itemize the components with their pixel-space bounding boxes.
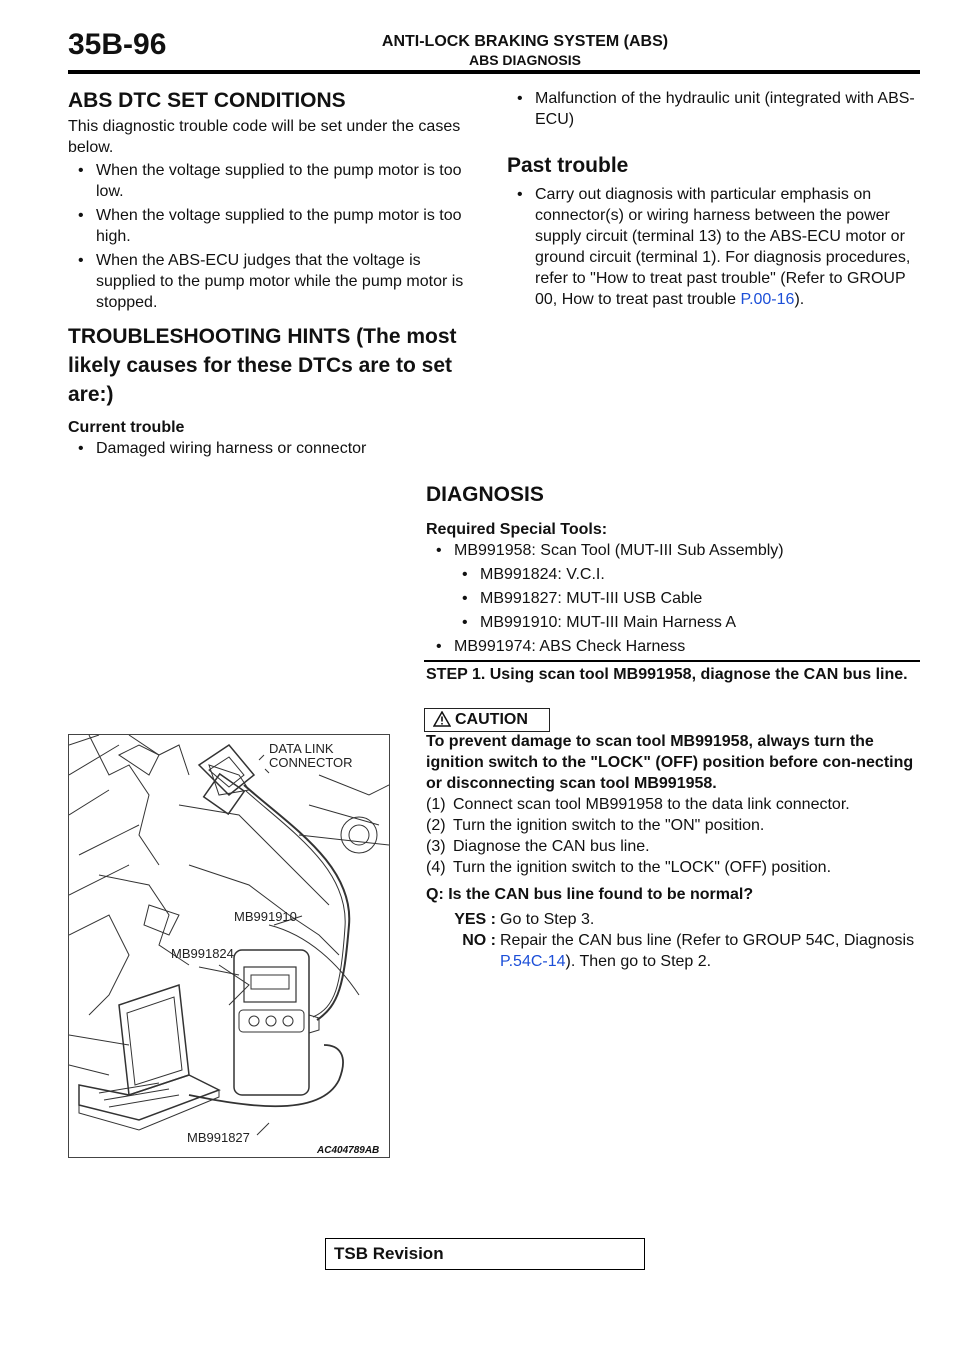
procedure-item: (4) Turn the ignition switch to the "LOCK" (OFF) position.: [426, 859, 832, 876]
past-trouble-heading: Past trouble: [507, 154, 629, 177]
page-number: 35B-96: [68, 28, 167, 61]
list-item: • Malfunction of the hydraulic unit (integrated with ABS-ECU): [517, 90, 915, 128]
figure-label-connector: DATA LINK: [269, 741, 334, 756]
set-conditions-section: [68, 86, 478, 316]
figure-id: AC404789AB: [317, 1145, 380, 1156]
caution-text: To prevent damage to scan tool MB991958, always turn the ignition switch to the "LOCK" (OFF) position before con-necting or disconnecting scan tool MB991958.: [426, 733, 914, 792]
list-item: • MB991910: MUT-III Main Harness A: [462, 614, 737, 631]
list-item: • Carry out diagnosis with particular emphasis on connector(s) or wiring harness between the power supply circuit (terminal 13) to the ABS-ECU motor or ground circuit (terminal 1). For diagnosis procedures, refer to "How to treat past trouble" (Refer to GROUP 00, How to treat past trouble P.00-16).: [517, 186, 911, 308]
step1-procedure: [426, 794, 920, 972]
list-item: • MB991974: ABS Check Harness: [436, 638, 686, 655]
set-conditions-heading: ABS DTC SET CONDITIONS: [68, 89, 346, 112]
procedure-item: (2) Turn the ignition switch to the "ON" position.: [426, 817, 765, 834]
figure-label-vci: MB991824: [171, 946, 234, 961]
step1-title: STEP 1. Using scan tool MB991958, diagnose the CAN bus line.: [426, 666, 908, 683]
caution-badge: [424, 708, 550, 732]
procedure-item: (3) Diagnose the CAN bus line.: [426, 838, 650, 855]
hints-heading: TROUBLESHOOTING HINTS (The most likely causes for these DTCs are to set are:): [68, 325, 457, 406]
figure-label-connector-2: CONNECTOR: [269, 755, 353, 770]
past-trouble-link[interactable]: P.00-16: [740, 291, 795, 308]
answer-no: NO : Repair the CAN bus line (Refer to GROUP 54C, Diagnosis P.54C-14). Then go to Step 2.: [462, 932, 915, 970]
header-rule: [68, 70, 920, 74]
diagnosis-heading: DIAGNOSIS: [426, 483, 544, 506]
tsb-revision-box: [325, 1238, 645, 1270]
tools-label: Required Special Tools:: [426, 521, 608, 538]
list-item: • When the voltage supplied to the pump motor is too low.: [78, 162, 462, 200]
list-item: • MB991827: MUT-III USB Cable: [462, 590, 703, 607]
connection-figure: [68, 734, 390, 1158]
list-item: • When the ABS-ECU judges that the voltage is supplied to the pump motor while the pump motor is stopped.: [78, 252, 464, 311]
section-subtitle: ABS DIAGNOSIS: [468, 52, 581, 68]
current-trouble-label: Current trouble: [68, 419, 185, 436]
scan-tool-illustration: [69, 735, 389, 1157]
list-item: • Damaged wiring harness or connector: [78, 440, 367, 457]
can-bus-link[interactable]: P.54C-14: [500, 953, 566, 970]
list-item: • MB991958: Scan Tool (MUT-III Sub Assembly): [436, 542, 784, 559]
hints-section: [68, 322, 478, 462]
answer-yes: YES : Go to Step 3.: [454, 911, 595, 928]
caution-label: CAUTION: [455, 711, 528, 728]
diagnosis-section: [426, 480, 920, 660]
figure-label-harness: MB991910: [234, 909, 297, 924]
procedure-item: (1) Connect scan tool MB991958 to the data link connector.: [426, 796, 850, 813]
section-title: ANTI-LOCK BRAKING SYSTEM (ABS): [381, 33, 669, 50]
step-divider: [424, 660, 920, 662]
list-item: • When the voltage supplied to the pump motor is too high.: [78, 207, 462, 245]
list-item: • MB991824: V.C.I.: [462, 566, 605, 583]
right-top-section: [507, 88, 917, 313]
step1-question: Q: Is the CAN bus line found to be normal?: [426, 886, 754, 903]
footer-text: TSB Revision: [334, 1244, 444, 1263]
set-conditions-intro: This diagnostic trouble code will be set under the cases below.: [68, 118, 461, 156]
warning-icon: [433, 711, 451, 727]
figure-label-cable: MB991827: [187, 1130, 250, 1145]
